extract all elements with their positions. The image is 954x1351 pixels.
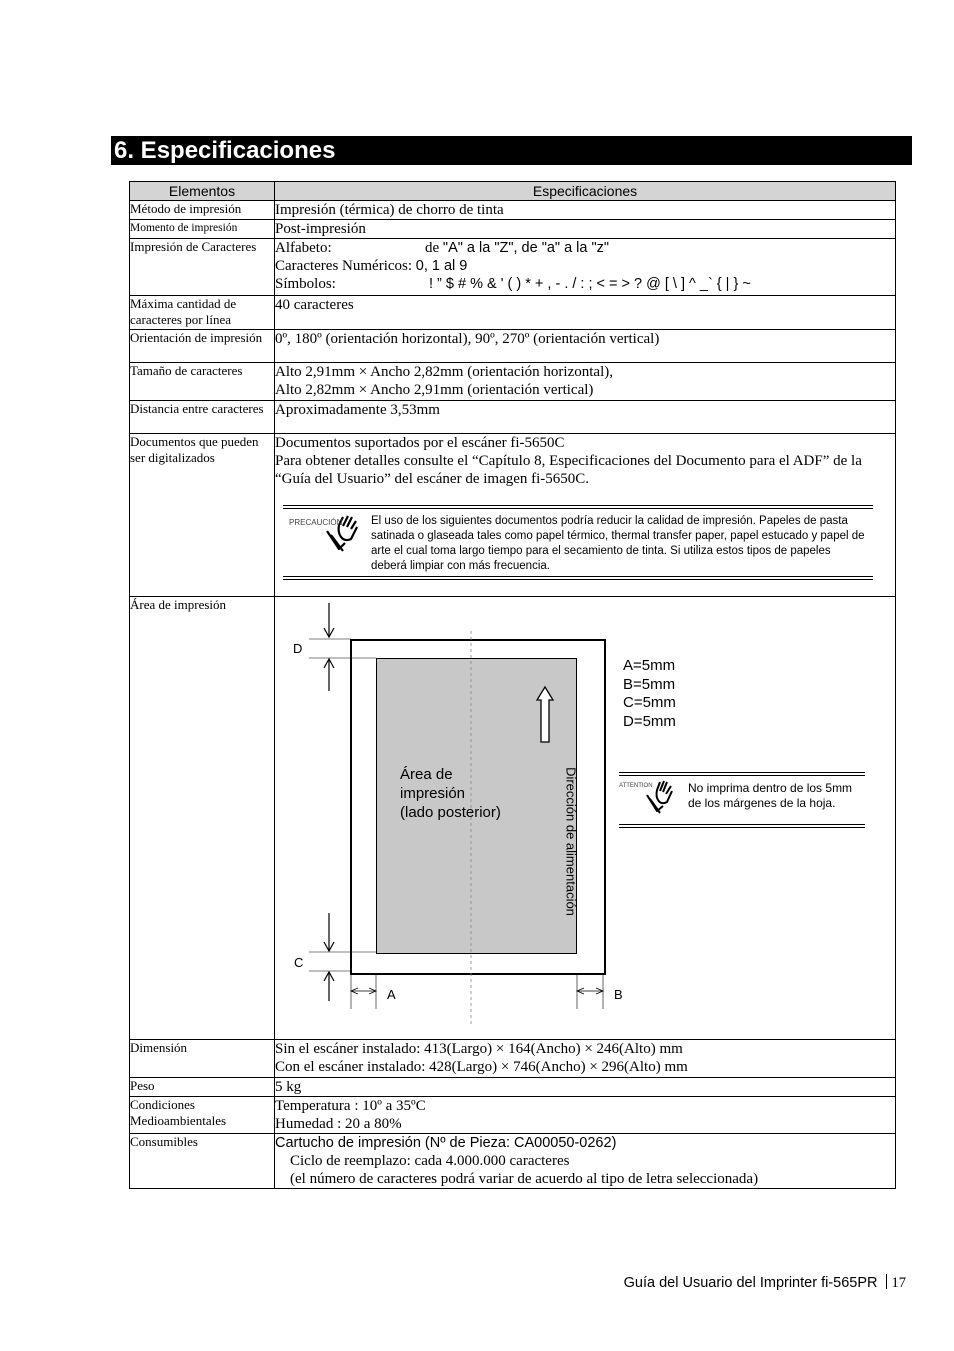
documents-line2: Para obtener detalles consulte el “Capítulo 8, Especificaciones del Documento para el ADF” de la “Guía del Usuario” del escáner de imagen fi-5650C. xyxy=(275,453,862,487)
row-value: 40 caracteres xyxy=(275,296,896,330)
row-label: Distancia entre caracteres xyxy=(130,401,275,434)
row-value xyxy=(275,434,896,597)
row-value: Aproximadamente 3,53mm xyxy=(275,401,896,434)
symbols-value: ! ” $ # % & ' ( ) * + , - . / : ; < = > ? @ [ \ ] ^ _` { | } ~ xyxy=(429,276,751,292)
caution-hand-icon xyxy=(287,513,367,553)
table-row xyxy=(130,363,896,401)
row-label: Dimensión xyxy=(130,1040,275,1078)
area-line: (lado posterior) xyxy=(400,804,501,821)
table-row xyxy=(130,330,896,363)
alphabet-prefix: de xyxy=(425,240,440,256)
row-label: Momento de impresión xyxy=(130,220,275,239)
page-footer xyxy=(560,1274,906,1292)
consumables-line1: Cartucho de impresión (Nº de Pieza: CA00050-0262) xyxy=(275,1135,617,1151)
table-row xyxy=(130,597,896,1040)
row-value: Impresión (térmica) de chorro de tinta xyxy=(275,201,896,220)
table-row xyxy=(130,401,896,434)
caution-text: El uso de los siguientes documentos podría reducir la calidad de impresión. Papeles de pasta satinada o glaseada tales como papel térmico, thermal transfer paper, papel estucado y papel de arte el cual toma largo tiempo para el secamiento de tinta. Si utiliza estos tipos de papeles deberá limpiar con más frecuencia. xyxy=(371,515,865,572)
row-label: Máxima cantidad de caracteres por línea xyxy=(130,296,275,330)
caution-tag: PRECAUCIÓN xyxy=(289,518,343,527)
area-line: impresión xyxy=(400,785,466,802)
symbols-label: Símbolos: xyxy=(275,276,336,292)
alphabet-label: Alfabeto: xyxy=(275,240,332,256)
row-label: Orientación de impresión xyxy=(130,330,275,363)
consumables-line3: (el número de caracteres podrá variar de acuerdo al tipo de letra seleccionada) xyxy=(290,1171,759,1187)
attention-tag: ATTENTION xyxy=(619,783,653,789)
row-label: Condiciones Medioambientales xyxy=(130,1097,275,1134)
margin-b: B=5mm xyxy=(623,675,676,693)
label-b: B xyxy=(614,987,623,1002)
documents-line1: Documentos suportados por el escáner fi-5650C xyxy=(275,435,565,451)
label-c: C xyxy=(294,955,304,970)
footer-guide-title: Guía del Usuario del Imprinter fi-565PR xyxy=(623,1275,878,1291)
table-row xyxy=(130,1040,896,1078)
row-value xyxy=(275,1040,896,1078)
print-area-caption xyxy=(400,765,501,822)
spec-table xyxy=(129,181,896,1189)
label-a: A xyxy=(387,987,396,1002)
margin-c: C=5mm xyxy=(623,694,676,711)
table-row xyxy=(130,434,896,597)
attention-hand-icon xyxy=(619,779,681,815)
row-value: 5 kg xyxy=(275,1078,896,1097)
print-area-diagram xyxy=(275,597,895,1039)
row-label: Consumibles xyxy=(130,1134,275,1189)
consumables-line2: Ciclo de reemplazo: cada 4.000.000 caracteres xyxy=(290,1153,570,1169)
row-label: Peso xyxy=(130,1078,275,1097)
char-size-line1: Alto 2,91mm × Ancho 2,82mm (orientación horizontal), xyxy=(275,364,613,380)
table-header-row xyxy=(130,182,896,201)
table-row xyxy=(130,1078,896,1097)
row-value: 0º, 180º (orientación horizontal), 90º, 270º (orientación vertical) xyxy=(275,330,896,363)
dimension-line1: Sin el escáner instalado: 413(Largo) × 164(Ancho) × 246(Alto) mm xyxy=(275,1041,683,1057)
dimension-line2: Con el escáner instalado: 428(Largo) × 746(Ancho) × 296(Alto) mm xyxy=(275,1059,688,1075)
margin-a: A=5mm xyxy=(623,657,676,674)
row-value: Post-impresión xyxy=(275,220,896,239)
row-label: Método de impresión xyxy=(130,201,275,220)
row-value xyxy=(275,1097,896,1134)
numeric-label: Caracteres Numéricos: xyxy=(275,258,413,274)
header-specs: Especificaciones xyxy=(275,182,896,201)
environment-line2: Humedad : 20 a 80% xyxy=(275,1116,402,1132)
row-value xyxy=(275,363,896,401)
footer-separator xyxy=(886,1274,887,1289)
row-label: Tamaño de caracteres xyxy=(130,363,275,401)
table-row xyxy=(130,201,896,220)
row-label: Documentos que pueden ser digitalizados xyxy=(130,434,275,597)
environment-line1: Temperatura : 10º a 35ºC xyxy=(275,1098,426,1114)
table-row xyxy=(130,220,896,239)
header-items: Elementos xyxy=(130,182,275,201)
char-size-line2: Alto 2,82mm × Ancho 2,91mm (orientación vertical) xyxy=(275,382,594,398)
area-line: Área de xyxy=(400,766,453,783)
margin-d: D=5mm xyxy=(623,712,676,730)
table-row xyxy=(130,1097,896,1134)
attention-notice xyxy=(619,772,865,828)
label-d: D xyxy=(293,641,303,656)
table-row xyxy=(130,239,896,296)
alphabet-value: "A" a la "Z", de "a" a la "z" xyxy=(442,240,610,256)
margin-values xyxy=(623,657,676,731)
row-value xyxy=(275,239,896,296)
caution-notice xyxy=(283,505,873,580)
table-row xyxy=(130,296,896,330)
page-number: 17 xyxy=(891,1275,906,1291)
row-value xyxy=(275,597,896,1040)
row-label: Impresión de Caracteres xyxy=(130,239,275,296)
row-value xyxy=(275,1134,896,1189)
table-row xyxy=(130,1134,896,1189)
numeric-value: 0, 1 al 9 xyxy=(415,258,468,274)
section-title: 6. Especificaciones xyxy=(111,136,912,165)
row-label: Área de impresión xyxy=(130,597,275,1040)
attention-text: No imprima dentro de los 5mm de los márgenes de la hoja. xyxy=(688,781,853,810)
feed-direction-label: Dirección de alimentación xyxy=(563,767,579,916)
